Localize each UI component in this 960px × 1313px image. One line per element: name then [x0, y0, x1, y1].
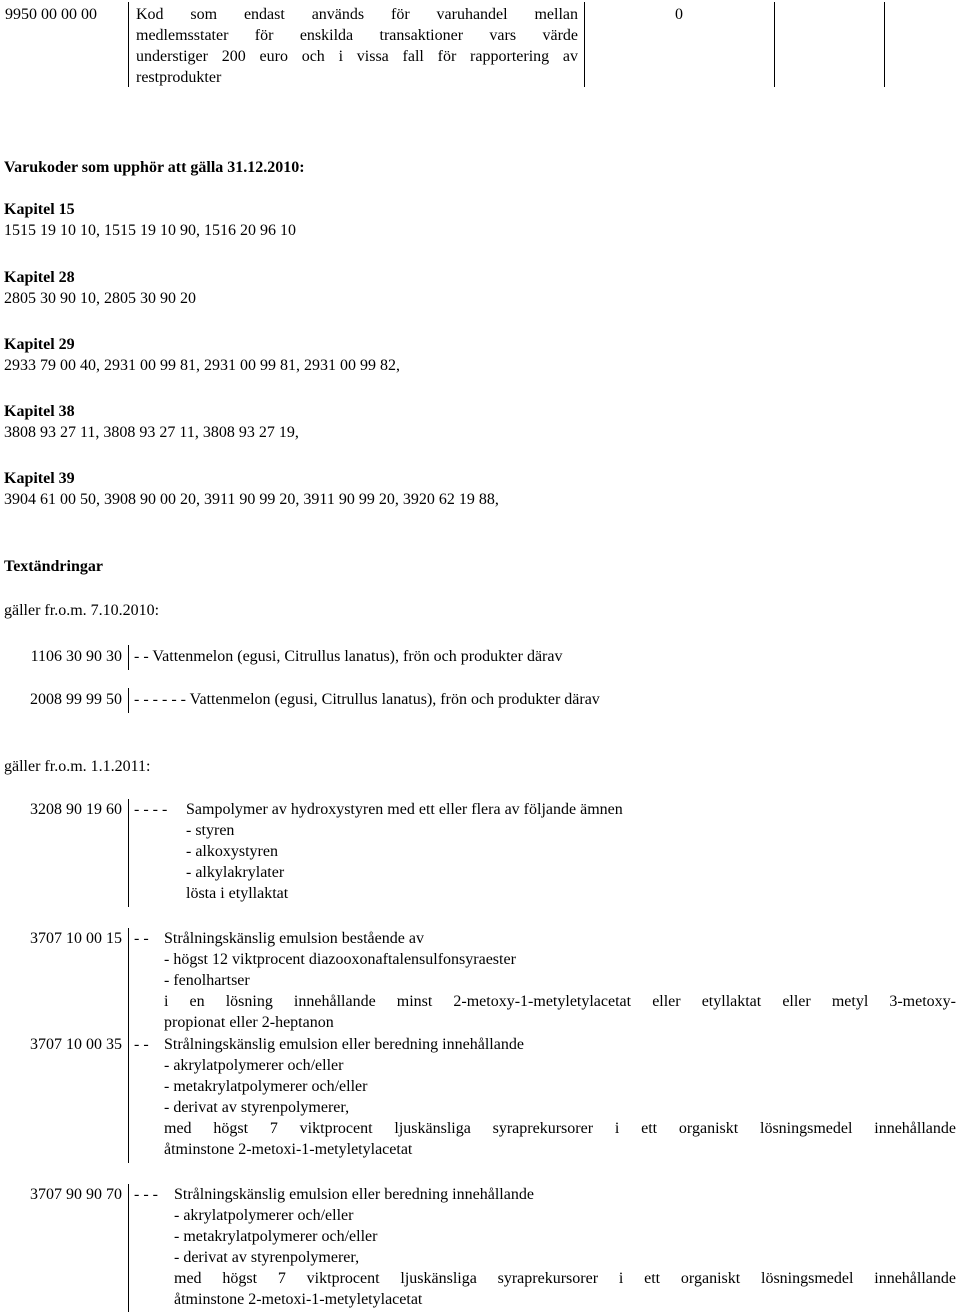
- description-line: Kod som endast används för varuhandel mellan: [136, 6, 578, 23]
- column-divider: [128, 799, 129, 907]
- table-border: [584, 2, 585, 87]
- entry-line: propionat eller 2-heptanon: [164, 1014, 334, 1031]
- entry-line: - alkoxystyren: [186, 843, 278, 860]
- chapter-title: Kapitel 39: [4, 470, 75, 487]
- commodity-code: 9950 00 00 00: [5, 6, 97, 23]
- entry-line: Sampolymer av hydroxystyren med ett eller flera av följande ämnen: [186, 801, 623, 818]
- group-heading: gäller fr.o.m. 7.10.2010:: [4, 602, 160, 619]
- commodity-value: 0: [675, 6, 683, 23]
- entry-line: - - - - - - Vattenmelon (egusi, Citrullus lanatus), frön och produkter därav: [134, 691, 600, 708]
- entry-line: åtminstone 2-metoxi-1-metyletylacetat: [174, 1291, 423, 1308]
- group-heading: gäller fr.o.m. 1.1.2011:: [4, 758, 151, 775]
- entry-line: med högst 7 viktprocent ljuskänsliga syraprekursorer i ett organiskt lösningsmedel innehållande: [174, 1270, 956, 1287]
- entry-code: 3707 10 00 35: [30, 1036, 122, 1053]
- chapter-title: Kapitel 28: [4, 269, 75, 286]
- chapter-title: Kapitel 38: [4, 403, 75, 420]
- chapter-block: [4, 334, 400, 376]
- entry-text: [186, 799, 623, 904]
- commodity-description: [136, 4, 578, 88]
- entry-prefix: - - - -: [134, 801, 168, 818]
- column-divider: [128, 688, 129, 713]
- entry-line: Strålningskänslig emulsion eller beredning innehållande: [174, 1186, 534, 1203]
- column-divider: [128, 928, 129, 1038]
- entry-line: - alkylakrylater: [186, 864, 285, 881]
- entry-line: - fenolhartser: [164, 972, 250, 989]
- column-divider: [128, 1184, 129, 1312]
- column-divider: [128, 1035, 129, 1163]
- entry-line: - högst 12 viktprocent diazooxonaftalensulfonsyraester: [164, 951, 516, 968]
- entry-line: - derivat av styrenpolymerer,: [174, 1249, 360, 1266]
- chapter-codes: 3808 93 27 11, 3808 93 27 11, 3808 93 27 19,: [4, 424, 299, 441]
- chapter-codes: 3904 61 00 50, 3908 90 00 20, 3911 90 99 20, 3911 90 99 20, 3920 62 19 88,: [4, 491, 499, 508]
- chapter-block: [4, 468, 499, 510]
- entry-code: 2008 99 99 50: [30, 691, 122, 708]
- entry-prefix: - -: [134, 1036, 149, 1053]
- chapter-block: [4, 199, 296, 241]
- description-line: restprodukter: [136, 69, 222, 86]
- entry-prefix: - -: [134, 930, 149, 947]
- text-changes-heading: Textändringar: [4, 558, 103, 575]
- table-border: [884, 2, 885, 87]
- column-divider: [128, 645, 129, 670]
- chapter-title: Kapitel 29: [4, 336, 75, 353]
- description-line: understiger 200 euro och i vissa fall för rapportering av: [136, 48, 578, 65]
- entry-line: med högst 7 viktprocent ljuskänsliga syraprekursorer i ett organiskt lösningsmedel innehållande: [164, 1120, 956, 1137]
- entry-text: [164, 1034, 956, 1160]
- table-border: [774, 2, 775, 87]
- entry-line: Strålningskänslig emulsion eller beredning innehållande: [164, 1036, 524, 1053]
- table-border: [128, 2, 129, 87]
- entry-line: lösta i etyllaktat: [186, 885, 289, 902]
- entry-line: åtminstone 2-metoxi-1-metyletylacetat: [164, 1141, 413, 1158]
- entry-code: 3707 90 90 70: [30, 1186, 122, 1203]
- entry-line: - akrylatpolymerer och/eller: [164, 1057, 344, 1074]
- entry-line: - akrylatpolymerer och/eller: [174, 1207, 354, 1224]
- chapter-codes: 2805 30 90 10, 2805 30 90 20: [4, 290, 196, 307]
- entry-prefix: - - -: [134, 1186, 158, 1203]
- chapter-title: Kapitel 15: [4, 201, 75, 218]
- entry-text: [174, 1184, 956, 1310]
- chapter-codes: 2933 79 00 40, 2931 00 99 81, 2931 00 99 81, 2931 00 99 82,: [4, 357, 400, 374]
- entry-text: [134, 646, 562, 667]
- entry-line: - styren: [186, 822, 235, 839]
- entry-text: [164, 928, 956, 1033]
- entry-code: 3208 90 19 60: [30, 801, 122, 818]
- chapter-block: [4, 401, 299, 443]
- description-line: medlemsstater för enskilda transaktioner vars värde: [136, 27, 578, 44]
- entry-line: - derivat av styrenpolymerer,: [164, 1099, 350, 1116]
- entry-line: - metakrylatpolymerer och/eller: [174, 1228, 378, 1245]
- entry-text: [134, 689, 600, 710]
- expiring-heading: Varukoder som upphör att gälla 31.12.2010:: [4, 159, 305, 176]
- entry-code: 3707 10 00 15: [30, 930, 122, 947]
- entry-code: 1106 30 90 30: [30, 648, 122, 665]
- entry-line: Strålningskänslig emulsion bestående av: [164, 930, 424, 947]
- chapter-codes: 1515 19 10 10, 1515 19 10 90, 1516 20 96 10: [4, 222, 296, 239]
- entry-line: i en lösning innehållande minst 2-metoxy-1-metyletylacetat eller etyllaktat eller metyl 3-metoxy-: [164, 993, 956, 1010]
- chapter-block: [4, 267, 196, 309]
- entry-line: - - Vattenmelon (egusi, Citrullus lanatus), frön och produkter därav: [134, 648, 563, 665]
- entry-line: - metakrylatpolymerer och/eller: [164, 1078, 368, 1095]
